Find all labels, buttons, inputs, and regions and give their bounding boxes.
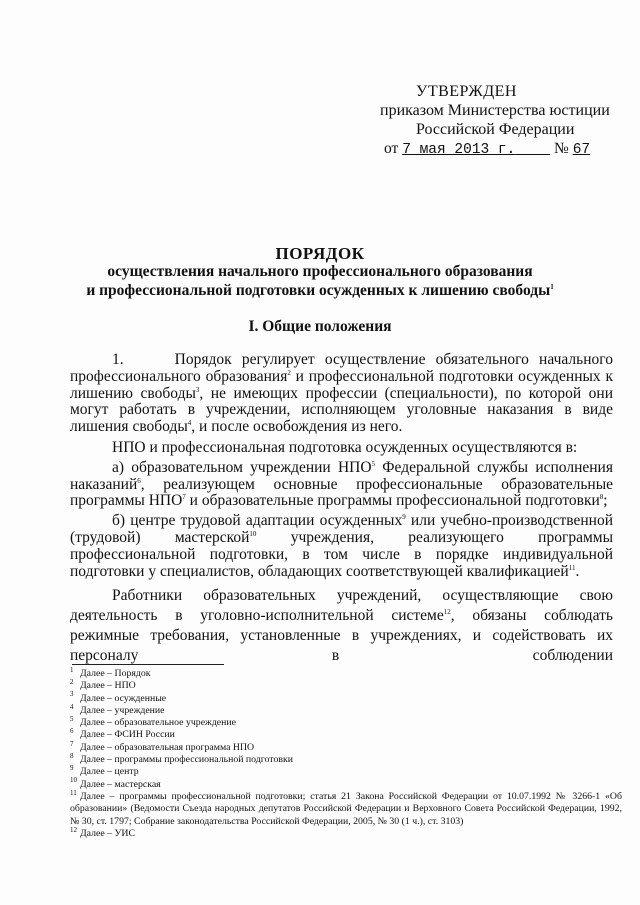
document-subtitle-2: и профессиональной подготовки осужденных к лишению свободы$^1$ — [86, 282, 554, 299]
document-body — [70, 352, 613, 666]
approval-block — [360, 82, 610, 160]
approval-title: УТВЕРЖДЕН — [416, 83, 517, 100]
footnote-item: 6 Далее – ФСИН России — [70, 727, 175, 741]
footnote-item: 2 Далее – НПО — [70, 678, 136, 692]
date-prefix: от — [384, 140, 399, 157]
footnote-divider — [72, 664, 224, 665]
number-prefix: № — [554, 140, 569, 157]
footnote-ref: 1 — [550, 282, 554, 291]
approval-order-line: приказом Министерства юстиции — [380, 102, 610, 119]
document-subtitle-1: осуществления начального профессионального образования — [107, 263, 533, 280]
paragraph-1: 1. Порядок регулирует осуществление обязательного начального профессионального образования$^2$ и профессиональной подготовки осужденных к лишению свободы$^3$, не имеющих профессии (специальности), по которой они могут работать в учреждении, исполняющем уголовные наказания в виде лишения свободы$^4$, и после освобождения из него. — [70, 351, 613, 436]
footnote-item: 1 Далее – Порядок — [70, 665, 151, 679]
paragraph-4: б) центре трудовой адаптации осужденных$^9$ или учебно-производственной (трудовой) мастерской$^{10}$ учреждения, реализующего программы профессиональной подготовки, в том числе в порядке индивидуальной подготовки у специалистов, обладающих соответствующей квалификацией$^{11}$. — [70, 512, 613, 580]
approval-country-line: Российской Федерации — [416, 121, 575, 138]
document-title: ПОРЯДОК — [275, 244, 365, 263]
date-value: 7 мая 2013 г. — [402, 142, 516, 158]
footnote-item: 5 Далее – образовательное учреждение — [70, 714, 236, 729]
number-value: 67 — [572, 142, 591, 158]
footnotes — [70, 665, 622, 840]
paragraph-5: Работники образовательных учреждений, осуществляющие свою деятельность в уголовно-исполнительной системе$^{12}$, обязаны соблюдать режимные требования, установленные в учреждениях, и содействовать их персоналу в соблюдении — [70, 587, 613, 665]
footnote-item: 8 Далее – программы профессиональной подготовки — [70, 751, 293, 766]
footnote-item: 4 Далее – учреждение — [70, 702, 165, 716]
footnote-item: 7 Далее – образовательная программа НПО — [70, 739, 255, 753]
paragraph-3: а) образовательном учреждении НПО$^5$ Федеральной службы исполнения наказаний$^6$, реализующем основные профессиональные образовательные программы НПО$^7$ и образовательные программы профессиональной подготовки$^8$; — [70, 458, 613, 510]
footnote-item: 9 Далее – центр — [70, 764, 139, 778]
footnote-item: 3 Далее – осужденные — [70, 690, 167, 704]
footnote-item: 10 Далее – мастерская — [70, 776, 161, 790]
footnote-item: 12 Далее – УИС — [70, 825, 136, 839]
section-heading: I. Общие положения — [248, 318, 392, 335]
footnote-item: 11 Далее – программы профессиональной подготовки; статья 21 Закона Российской Федерации от 10.07.1992 № 3266-1 «Об образовании» (Ведомости Съезда народных депутатов Российской Федерации и Верховного Совета Российской Федерации, 1992, № 30, ст. 1797; Собрание законодательства Российской Федерации, 2005, № 30 (1 ч.), ст. 3103) — [70, 788, 622, 827]
paragraph-2: НПО и профессиональная подготовка осужденных осуществляются в: — [112, 438, 578, 456]
approval-date-line — [384, 139, 610, 160]
